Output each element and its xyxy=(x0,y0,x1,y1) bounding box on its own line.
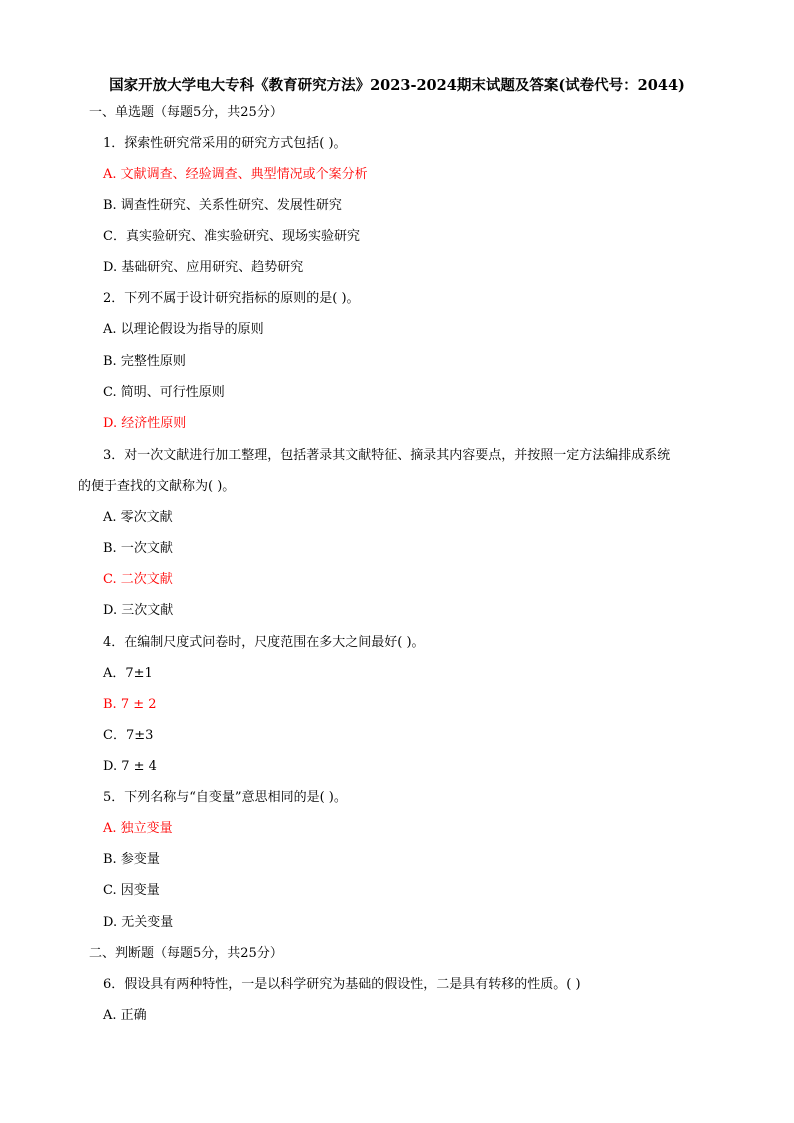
question-4-option-c: C．7±3 xyxy=(103,728,154,743)
question-2-stem: 2．下列不属于设计研究指标的原则的是( )。 xyxy=(103,291,360,306)
question-5-option-c: C. 因变量 xyxy=(103,883,160,898)
question-3-stem-line-1: 3．对一次文献进行加工整理，包括著录其文献特征、摘录其内容要点，并按照一定方法编排成系统 xyxy=(103,448,671,463)
section-heading-single-choice: 一、单选题（每题5分，共25分） xyxy=(89,105,283,120)
question-2-option-c: C. 简明、可行性原则 xyxy=(103,385,225,400)
question-1-option-b: B. 调查性研究、关系性研究、发展性研究 xyxy=(103,198,342,213)
question-3-option-a: A. 零次文献 xyxy=(103,510,173,525)
question-1-option-d: D. 基础研究、应用研究、趋势研究 xyxy=(103,260,304,275)
question-3-stem-line-2: 的便于查找的文献称为( )。 xyxy=(78,479,236,494)
question-6-stem: 6．假设具有两种特性，一是以科学研究为基础的假设性，二是具有转移的性质。( ) xyxy=(103,977,581,992)
question-2-option-d-correct: D. 经济性原则 xyxy=(103,416,187,431)
question-2-option-b: B. 完整性原则 xyxy=(103,354,186,369)
question-3-option-b: B. 一次文献 xyxy=(103,541,173,556)
question-5-option-d: D. 无关变量 xyxy=(103,915,174,930)
question-4-option-d: D. 7 ± 4 xyxy=(103,759,157,774)
question-5-stem: 5．下列名称与“自变量”意思相同的是( )。 xyxy=(103,790,347,805)
question-5-option-a-correct: A. 独立变量 xyxy=(103,821,173,836)
question-6-option-a: A. 正确 xyxy=(103,1008,147,1023)
question-4-option-b-correct: B. 7 ± 2 xyxy=(103,697,157,712)
question-5-option-b: B. 参变量 xyxy=(103,852,160,867)
document-title: 国家开放大学电大专科《教育研究方法》2023-2024期末试题及答案(试卷代号：2044) xyxy=(109,77,685,94)
question-1-option-c: C．真实验研究、准实验研究、现场实验研究 xyxy=(103,229,360,244)
question-1-option-a-correct: A. 文献调查、经验调查、典型情况或个案分析 xyxy=(103,167,368,182)
question-4-stem: 4．在编制尺度式问卷时，尺度范围在多大之间最好( )。 xyxy=(103,635,425,650)
question-2-option-a: A. 以理论假设为指导的原则 xyxy=(103,322,264,337)
section-heading-true-false: 二、判断题（每题5分，共25分） xyxy=(89,946,283,961)
question-1-stem: 1．探索性研究常采用的研究方式包括( )。 xyxy=(103,136,347,151)
question-3-option-d: D. 三次文献 xyxy=(103,603,174,618)
question-4-option-a: A．7±1 xyxy=(103,666,153,681)
question-3-option-c-correct: C. 二次文献 xyxy=(103,572,173,587)
